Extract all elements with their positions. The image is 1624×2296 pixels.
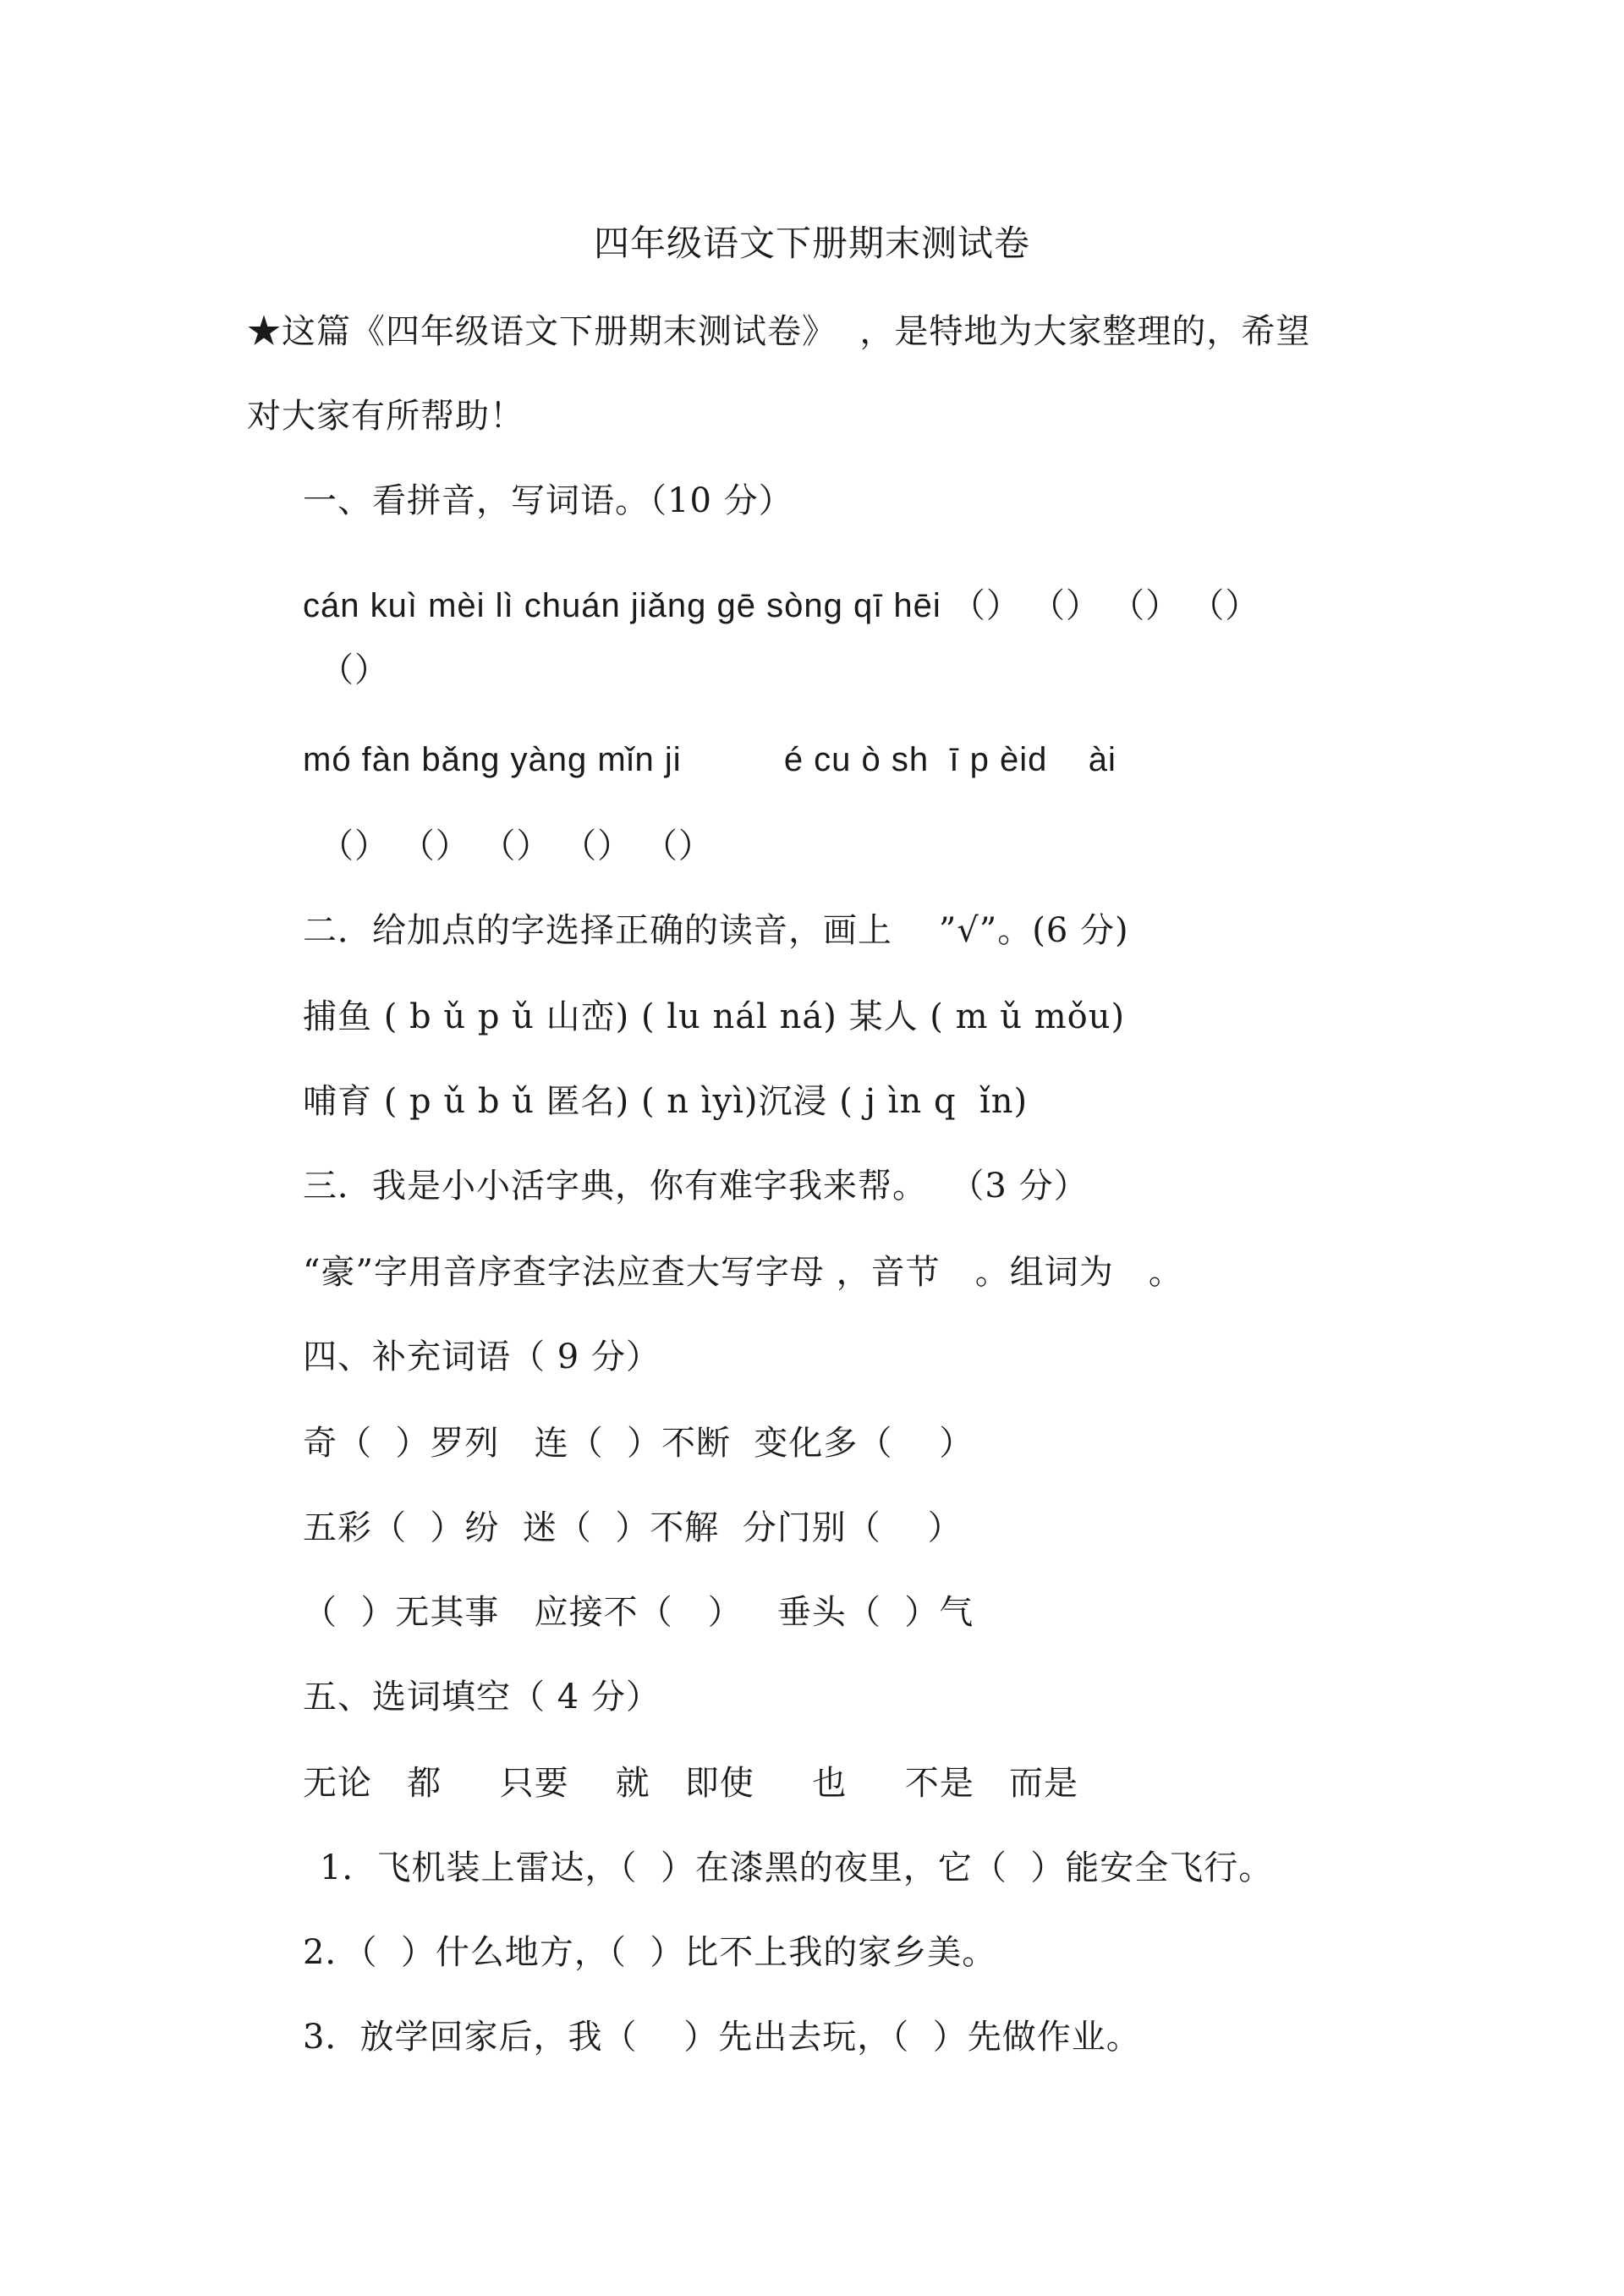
section4-line-3: （ ）无其事 应接不（ ） 垂头（ ）气 xyxy=(303,1593,974,1632)
section4-line-1: 奇（ ）罗列 连（ ）不断 变化多（ ） xyxy=(303,1424,974,1463)
section5-heading: 五、选词填空（ 4 分） xyxy=(303,1678,661,1717)
section2-line-2: 哺育 ( p ǔ b ǔ 匿名) ( n ìyì)沉浸 ( j ìn q ǐn) xyxy=(303,1082,1029,1121)
section4-line-2: 五彩（ ）纷 迷（ ）不解 分门别（ ） xyxy=(303,1508,963,1547)
page-title: 四年级语文下册期末测试卷 xyxy=(593,222,1030,264)
section2-heading: 二．给加点的字选择正确的读音，画上 ”√”。(6 分) xyxy=(303,911,1129,950)
intro-text-line-1: ★这篇《四年级语文下册期末测试卷》 ，是特地为大家整理的，希望 xyxy=(247,312,1311,351)
section1-pinyin-row-1-continued: （） xyxy=(320,651,389,689)
section1-pinyin-row-1: cán kuì mèi lì chuán jiǎng gē sòng qī hēi （） （） （） （） xyxy=(303,587,1260,624)
section1-pinyin-row-2: mó fàn bǎng yàng mǐn ji é cu ò sh ī p èid ài xyxy=(303,741,1116,778)
section5-question-2: 2．（ ）什么地方，（ ）比不上我的家乡美。 xyxy=(303,1933,997,1972)
section2-line-1: 捕鱼 ( b ǔ p ǔ 山峦) ( lu nál ná) 某人 ( m ǔ mǒu) xyxy=(303,997,1126,1036)
section4-heading: 四、补充词语（ 9 分） xyxy=(303,1338,661,1376)
section5-question-3: 3．放学回家后，我（ ）先出去玩，（ ）先做作业。 xyxy=(303,2018,1141,2057)
section5-word-options: 无论 都 只要 就 即使 也 不是 而是 xyxy=(303,1764,1079,1803)
section3-line-1: “豪”字用音序查字法应查大写字母 ，音节 。组词为 。 xyxy=(303,1253,1183,1292)
section1-answer-blanks: （） （） （） （） （） xyxy=(320,827,713,865)
intro-text-line-2: 对大家有所帮助！ xyxy=(247,397,524,436)
section1-heading: 一、看拼音，写词语。（10 分） xyxy=(303,481,793,520)
section5-question-1: 1．飞机装上雷达，（ ）在漆黑的夜里，它（ ）能安全飞行。 xyxy=(320,1848,1274,1887)
section3-heading: 三．我是小小活字典，你有难字我来帮。 （3 分） xyxy=(303,1167,1089,1206)
